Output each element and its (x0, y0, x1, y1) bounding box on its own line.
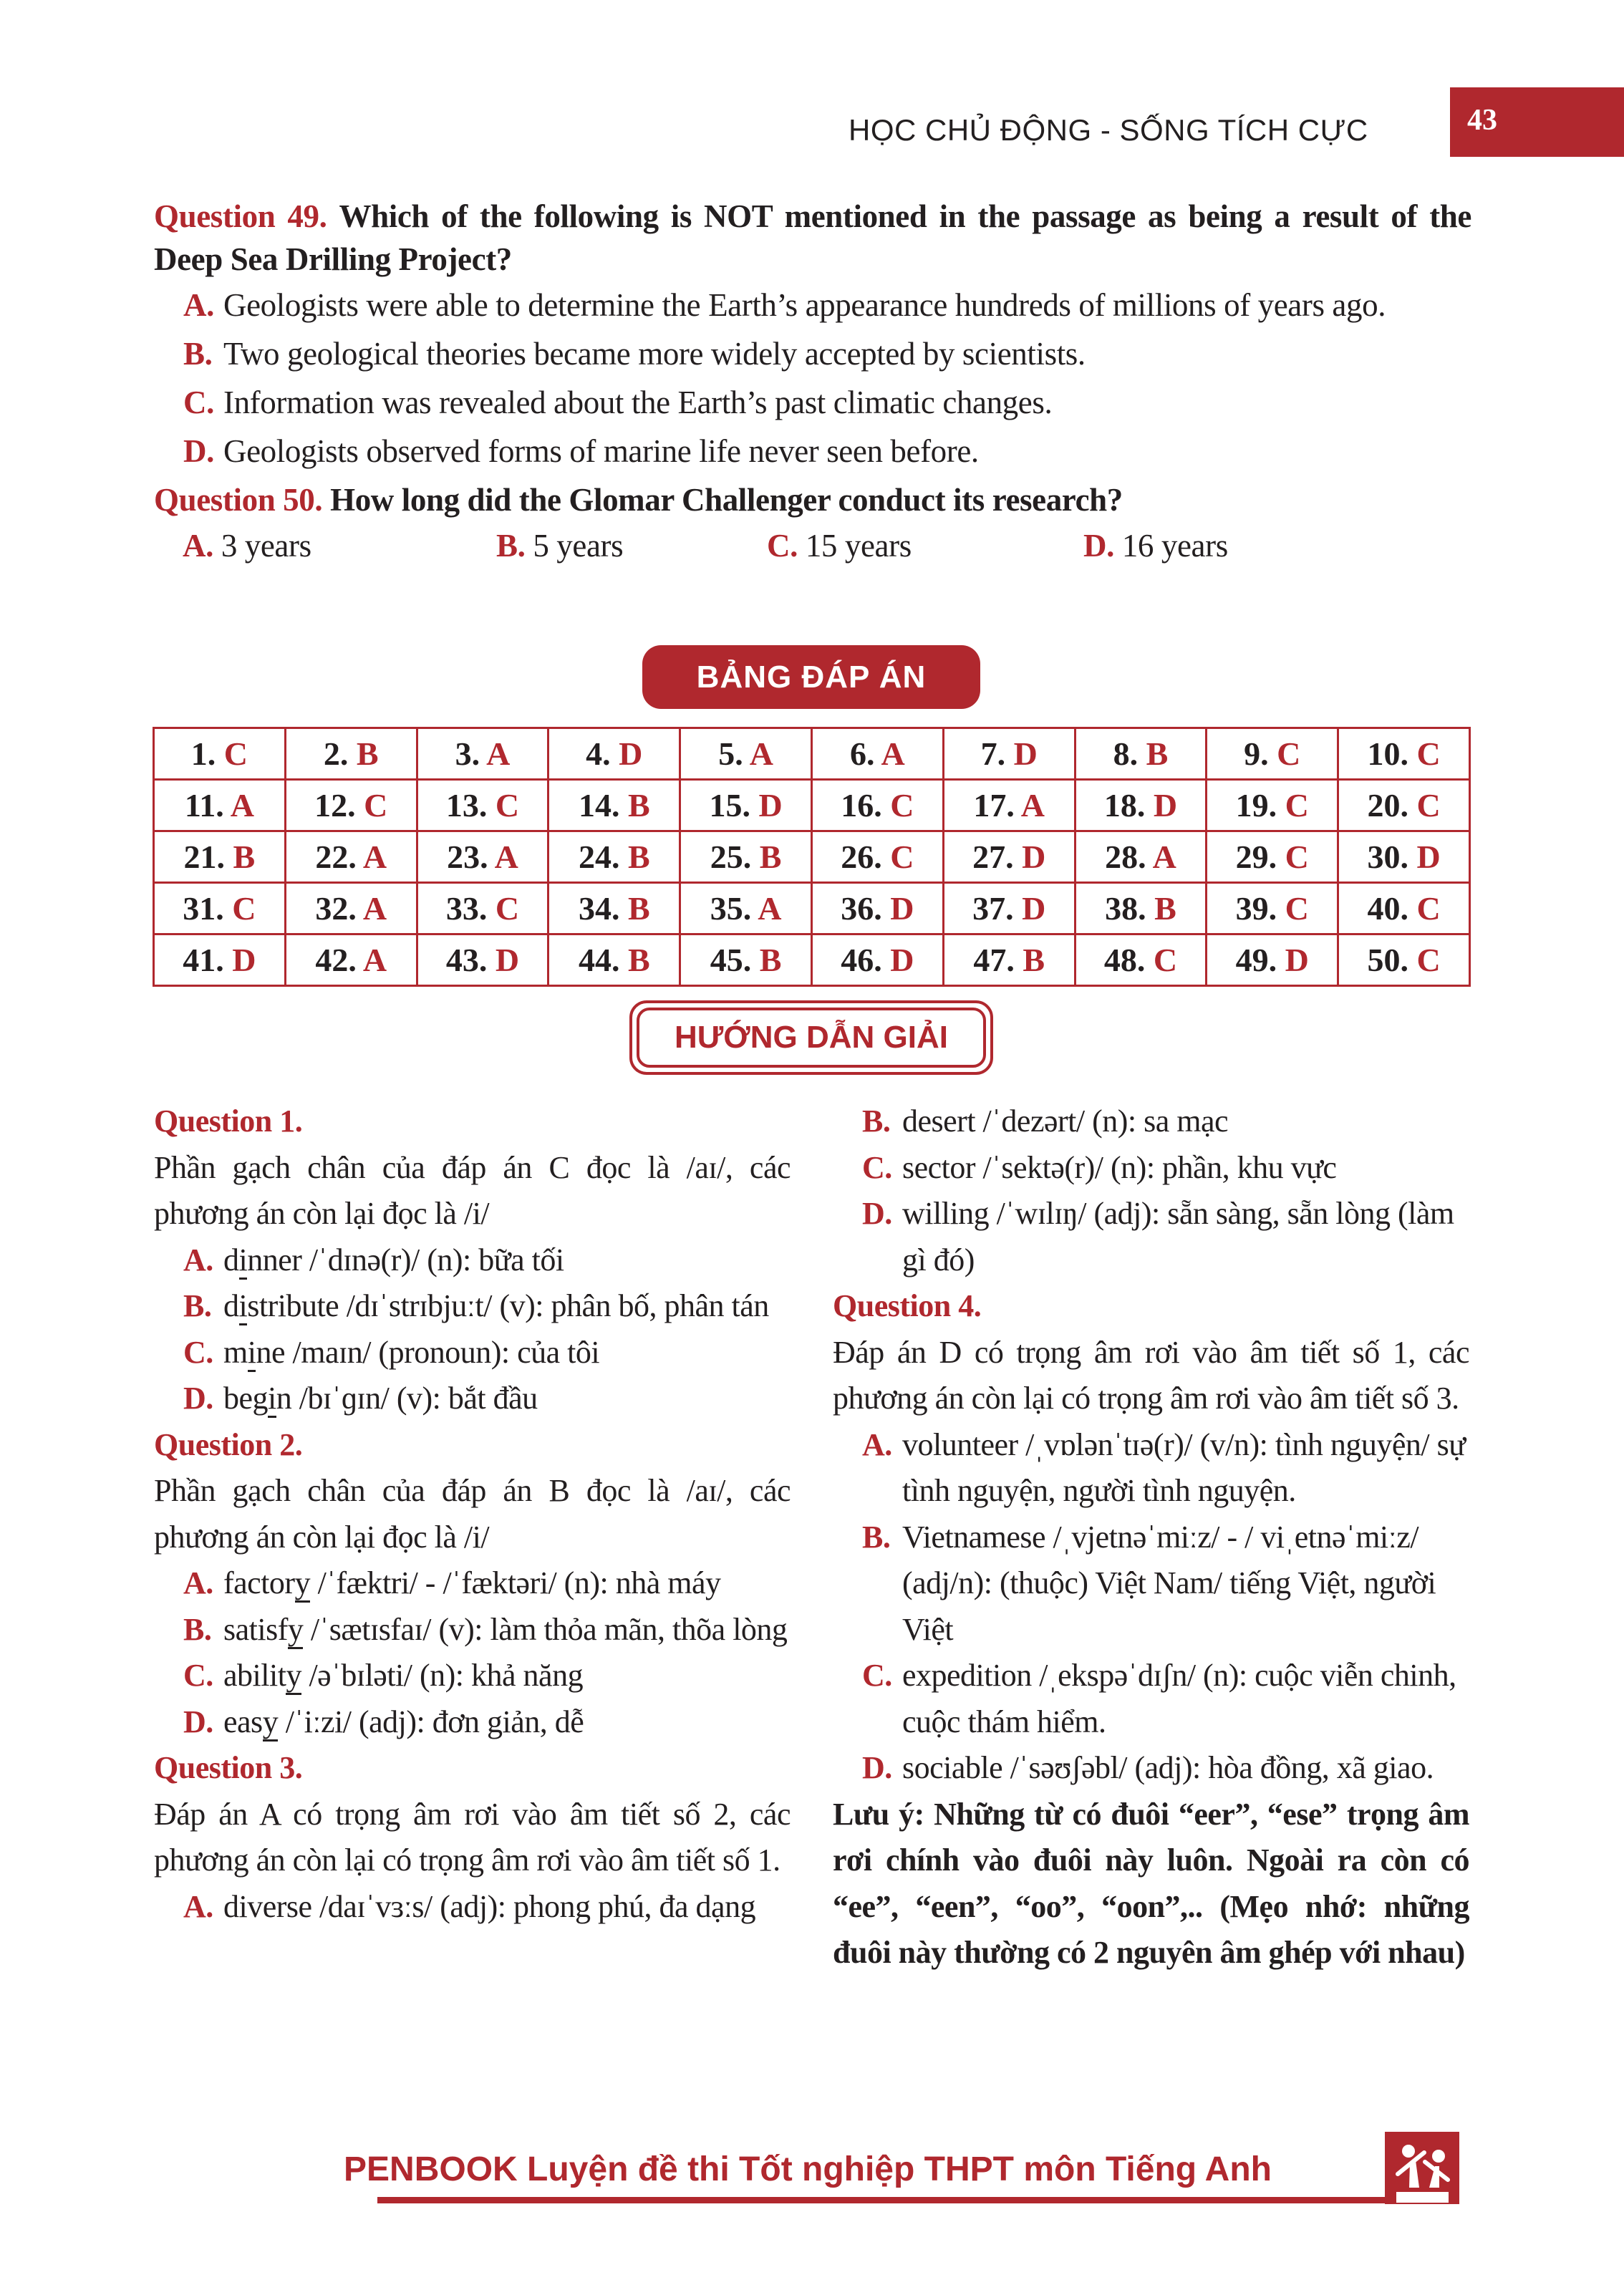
q50-option-d (1083, 524, 1228, 567)
answer-cell (417, 831, 548, 883)
answer-letter: D (495, 942, 520, 978)
answer-number: 24. (578, 839, 628, 875)
option-label: D. (862, 1750, 892, 1785)
right-column (833, 1098, 1469, 1976)
underlined-letter: i (248, 1335, 256, 1372)
answer-cell (417, 883, 548, 934)
underlined-letter: i (239, 1242, 248, 1280)
answer-cell (943, 831, 1075, 883)
answer-cell (1338, 780, 1470, 831)
footer-divider (377, 2197, 1408, 2203)
answer-letter: C (1153, 942, 1178, 978)
option-label: B. (183, 1611, 212, 1647)
q4-option-d (833, 1745, 1469, 1792)
answer-number: 23. (447, 839, 495, 875)
answer-number: 13. (445, 787, 496, 823)
q3-option-a (154, 1884, 791, 1931)
answer-number: 39. (1235, 890, 1285, 927)
answer-cell (285, 831, 417, 883)
answer-number: 42. (315, 942, 363, 978)
answer-number: 9. (1244, 735, 1277, 772)
option-label: A. (183, 1888, 213, 1924)
word-suffix: nner (247, 1242, 302, 1277)
answer-letter: D (232, 942, 256, 978)
answer-number: 17. (973, 787, 1021, 823)
answer-cell (548, 934, 680, 986)
question-49-text: Which of the following is NOT mentioned in the passage as being a result of the Deep Sea Drilling Project? (154, 198, 1471, 277)
answer-letter: B (1146, 735, 1169, 772)
q1-option-d (154, 1376, 791, 1422)
answer-table (153, 727, 1471, 987)
guide-heading: HƯỚNG DẪN GIẢI (637, 1008, 986, 1068)
underlined-letter: y (263, 1704, 279, 1742)
option-label: C. (862, 1658, 892, 1693)
option-text: Information was revealed about the Earth’s past climatic changes. (223, 385, 1053, 420)
answer-cell (285, 728, 417, 780)
answer-number: 45. (710, 942, 760, 978)
answer-cell (154, 780, 286, 831)
option-text: /ˈsætɪsfaɪ/ (v): làm thỏa mãn, thõa lòng (303, 1611, 788, 1647)
answer-number: 15. (709, 787, 759, 823)
answer-letter: C (1416, 735, 1441, 772)
option-label: C. (183, 385, 214, 420)
q3-option-b (833, 1098, 1469, 1145)
answer-number: 18. (1103, 787, 1154, 823)
answer-letter: A (1152, 839, 1176, 875)
option-label: A. (862, 1426, 892, 1462)
word-suffix: stribute (247, 1288, 339, 1323)
penbook-logo-icon (1385, 2132, 1459, 2204)
answer-number: 19. (1235, 787, 1285, 823)
answer-number: 32. (315, 890, 363, 927)
answer-letter: D (1153, 787, 1178, 823)
page-number-box (1450, 87, 1624, 157)
answer-number: 37. (972, 890, 1023, 927)
answer-letter: C (890, 839, 914, 875)
option-label: B. (183, 336, 213, 372)
answer-letter: C (1416, 890, 1441, 927)
answer-number: 43. (445, 942, 496, 978)
answer-number: 29. (1235, 839, 1285, 875)
answer-number: 8. (1113, 735, 1146, 772)
answer-number: 44. (578, 942, 628, 978)
answer-cell (1207, 883, 1338, 934)
answer-number: 6. (850, 735, 881, 772)
answer-letter: A (758, 890, 782, 927)
left-column (154, 1098, 791, 1930)
answer-letter: B (1154, 890, 1176, 927)
q2-option-d (154, 1699, 791, 1746)
answer-letter: B (1023, 942, 1045, 978)
answer-letter: C (1285, 890, 1309, 927)
answer-number: 27. (972, 839, 1023, 875)
word-prefix: d (223, 1288, 239, 1323)
answer-cell (285, 934, 417, 986)
q4-option-a (833, 1422, 1469, 1515)
word-prefix: d (223, 1242, 239, 1277)
answer-number: 4. (586, 735, 619, 772)
page-number: 43 (1467, 104, 1497, 137)
q3-option-c (833, 1145, 1469, 1192)
answer-cell (1207, 831, 1338, 883)
option-label: D. (183, 1381, 213, 1416)
word-prefix: abilit (223, 1658, 286, 1693)
answer-row (154, 831, 1470, 883)
answer-cell (680, 728, 812, 780)
answer-number: 36. (841, 890, 891, 927)
question-49-title: Question 49. (154, 198, 327, 234)
answer-cell (680, 934, 812, 986)
answer-letter: B (759, 839, 782, 875)
question-3-explanation: Đáp án A có trọng âm rơi vào âm tiết số 2, các phương án còn lại có trọng âm rơi vào âm tiết số 1. (154, 1796, 791, 1878)
answer-number: 7. (980, 735, 1014, 772)
answer-number: 1. (190, 735, 224, 772)
word-prefix: satisf (223, 1611, 288, 1647)
option-label: C. (862, 1149, 892, 1185)
answer-number: 3. (455, 735, 487, 772)
answer-row (154, 883, 1470, 934)
q49-option-c (154, 381, 1471, 424)
answer-letter: B (627, 787, 650, 823)
answer-cell (154, 934, 286, 986)
question-50-text: How long did the Glomar Challenger conduct its research? (330, 482, 1123, 518)
q2-option-c (154, 1653, 791, 1699)
answer-number: 22. (315, 839, 363, 875)
option-label: A. (183, 287, 214, 323)
option-text: 3 years (221, 528, 311, 564)
answer-cell (1207, 728, 1338, 780)
answer-number: 12. (314, 787, 364, 823)
option-text: /ˈfæktri/ - /ˈfæktəri/ (n): nhà máy (310, 1565, 721, 1600)
answer-number: 16. (841, 787, 891, 823)
answer-cell (1075, 780, 1207, 831)
answer-letter: C (1285, 787, 1309, 823)
answer-letter: A (362, 942, 387, 978)
answer-cell (285, 780, 417, 831)
option-text: /dɪˈstrɪbjuːt/ (v): phân bố, phân tán (339, 1288, 769, 1323)
q1-option-c (154, 1330, 791, 1376)
answer-number: 33. (445, 890, 496, 927)
underlined-letter: i (239, 1288, 248, 1325)
q1-option-b (154, 1283, 791, 1330)
option-text: Two geological theories became more widely accepted by scientists. (223, 336, 1086, 372)
option-label: C. (183, 1334, 213, 1370)
answer-cell (943, 780, 1075, 831)
answer-letter: A (494, 839, 518, 875)
answer-number: 5. (718, 735, 750, 772)
answer-cell (811, 780, 943, 831)
question-1-title: Question 1. (154, 1103, 303, 1139)
question-3-title: Question 3. (154, 1750, 303, 1785)
note: Lưu ý: Những từ có đuôi “eer”, “ese” trọng âm rơi chính vào đuôi này luôn. Ngoài ra còn có “ee”, “een”, “oo”, “oon”,.. (Mẹo nhớ: những đuôi này thường có 2 nguyên âm ghép với nhau) (833, 1796, 1469, 1970)
answer-letter: A (881, 735, 905, 772)
answer-cell (154, 728, 286, 780)
answer-number: 38. (1105, 890, 1155, 927)
option-text: /əˈbɪləti/ (n): khả năng (301, 1658, 584, 1693)
option-label: D. (1083, 528, 1114, 564)
answer-cell (811, 883, 943, 934)
word-prefix: beg (223, 1381, 269, 1416)
question-1-explanation: Phần gạch chân của đáp án C đọc là /aɪ/, các phương án còn lại đọc là /i/ (154, 1149, 791, 1231)
answer-cell (1338, 831, 1470, 883)
answer-table-heading: BẢNG ĐÁP ÁN (642, 645, 980, 709)
underlined-letter: i (268, 1381, 276, 1418)
answer-letter: B (233, 839, 256, 875)
option-text: expedition /ˌekspəˈdɪʃn/ (n): cuộc viễn chinh, cuộc thám hiểm. (902, 1658, 1456, 1739)
questions-49-50 (154, 195, 1471, 570)
option-label: A. (183, 1242, 213, 1277)
answer-cell (943, 934, 1075, 986)
answer-number: 50. (1367, 942, 1417, 978)
answer-number: 40. (1367, 890, 1417, 927)
answer-number: 48. (1103, 942, 1154, 978)
option-label: B. (862, 1519, 891, 1555)
q2-option-a (154, 1560, 791, 1607)
answer-cell (1207, 934, 1338, 986)
answer-letter: D (619, 735, 643, 772)
option-text: 15 years (805, 528, 912, 564)
answer-letter: C (232, 890, 256, 927)
option-text: 16 years (1121, 528, 1228, 564)
answer-letter: C (1285, 839, 1309, 875)
answer-cell (1075, 883, 1207, 934)
answer-number: 35. (710, 890, 758, 927)
answer-letter: D (1022, 890, 1046, 927)
answer-letter: D (890, 942, 914, 978)
option-text: /ˈdɪnə(r)/ (n): bữa tối (301, 1242, 564, 1277)
q50-option-a (183, 524, 311, 567)
answer-number: 14. (578, 787, 628, 823)
option-text: Vietnamese /ˌvjetnəˈmiːz/ - / viˌetnəˈmiːz/ (adj/n): (thuộc) Việt Nam/ tiếng Việt, người Việt (902, 1519, 1436, 1647)
question-4-title: Question 4. (833, 1288, 982, 1323)
footer-title: PENBOOK Luyện đề thi Tốt nghiệp THPT môn Tiếng Anh (344, 2150, 1272, 2188)
running-header: HỌC CHỦ ĐỘNG - SỐNG TÍCH CỰC (849, 113, 1368, 147)
answer-number: 20. (1367, 787, 1417, 823)
option-label: D. (183, 433, 214, 469)
q2-option-b (154, 1607, 791, 1653)
answer-cell (548, 780, 680, 831)
answer-letter: B (759, 942, 782, 978)
question-49 (154, 195, 1471, 281)
q50-options (154, 521, 1471, 570)
answer-number: 30. (1367, 839, 1417, 875)
word-prefix: eas (223, 1704, 263, 1739)
guide-heading-box (629, 1000, 993, 1075)
question-4-explanation: Đáp án D có trọng âm rơi vào âm tiết số 1, các phương án còn lại có trọng âm rơi vào âm tiết số 3. (833, 1334, 1469, 1416)
answer-letter: D (758, 787, 783, 823)
answer-cell (1338, 728, 1470, 780)
option-text: diverse /daɪˈvɜːs/ (adj): phong phú, đa dạng (223, 1888, 756, 1924)
q49-option-b (154, 332, 1471, 375)
answer-letter: A (362, 890, 387, 927)
answer-letter: A (486, 735, 511, 772)
answer-row (154, 780, 1470, 831)
option-text: 5 years (533, 528, 624, 564)
q4-option-b (833, 1515, 1469, 1653)
option-text: desert /ˈdezərt/ (n): sa mạc (902, 1103, 1229, 1139)
answer-cell (811, 831, 943, 883)
q49-option-d (154, 430, 1471, 473)
option-text: sector /ˈsektə(r)/ (n): phần, khu vực (902, 1149, 1337, 1185)
answer-cell (1338, 883, 1470, 934)
answer-cell (154, 831, 286, 883)
answer-letter: C (223, 735, 248, 772)
underlined-letter: y (286, 1658, 301, 1695)
option-label: D. (183, 1704, 213, 1739)
underlined-letter: y (288, 1612, 304, 1649)
answer-letter: B (627, 890, 650, 927)
answer-number: 25. (710, 839, 760, 875)
option-text: Geologists observed forms of marine life never seen before. (223, 433, 979, 469)
answer-number: 41. (183, 942, 233, 978)
answer-cell (1075, 831, 1207, 883)
answer-letter: C (890, 787, 914, 823)
answer-row (154, 934, 1470, 986)
answer-cell (680, 883, 812, 934)
answer-cell (548, 831, 680, 883)
question-2-title: Question 2. (154, 1426, 303, 1462)
q1-option-a (154, 1237, 791, 1284)
answer-number: 21. (183, 839, 233, 875)
option-label: B. (496, 528, 526, 564)
q49-option-a (154, 284, 1471, 327)
answer-number: 10. (1367, 735, 1417, 772)
option-text: volunteer /ˌvɒlənˈtɪə(r)/ (v/n): tình nguyện/ sự tình nguyện, người tình nguyện. (902, 1426, 1466, 1508)
word-suffix: n (276, 1381, 292, 1416)
answer-cell (943, 728, 1075, 780)
option-label: C. (183, 1658, 213, 1693)
underlined-letter: y (295, 1565, 311, 1603)
word-prefix: m (223, 1334, 248, 1370)
answer-number: 11. (184, 787, 231, 823)
question-50-title: Question 50. (154, 482, 323, 518)
answer-letter: A (749, 735, 773, 772)
answer-letter: C (1277, 735, 1301, 772)
option-label: A. (183, 1565, 213, 1600)
option-text: willing /ˈwɪlɪŋ/ (adj): sẵn sàng, sẵn lòng (làm gì đó) (902, 1196, 1454, 1277)
question-2-explanation: Phần gạch chân của đáp án B đọc là /aɪ/, các phương án còn lại đọc là /i/ (154, 1473, 791, 1555)
answer-letter: D (1022, 839, 1046, 875)
answer-number: 46. (841, 942, 891, 978)
option-label: A. (183, 528, 213, 564)
answer-number: 34. (578, 890, 628, 927)
answer-letter: C (1416, 942, 1441, 978)
option-text: sociable /ˈsəʊʃəbl/ (adj): hòa đồng, xã giao. (902, 1750, 1434, 1785)
answer-number: 26. (841, 839, 891, 875)
answer-letter: C (364, 787, 388, 823)
answer-cell (1338, 934, 1470, 986)
answer-cell (417, 780, 548, 831)
answer-cell (1075, 728, 1207, 780)
answer-cell (680, 780, 812, 831)
option-label: D. (862, 1196, 892, 1231)
option-label: B. (862, 1103, 891, 1139)
answer-cell (417, 728, 548, 780)
answer-cell (154, 883, 286, 934)
answer-cell (811, 728, 943, 780)
answer-cell (943, 883, 1075, 934)
question-50 (154, 478, 1471, 521)
answer-cell (680, 831, 812, 883)
q50-option-c (767, 524, 912, 567)
word-suffix: ne (256, 1334, 285, 1370)
answer-letter: D (1013, 735, 1038, 772)
option-text: /bɪˈɡɪn/ (v): bắt đầu (291, 1381, 538, 1416)
q50-option-b (496, 524, 623, 567)
option-text: /maɪn/ (pronoun): của tôi (285, 1334, 600, 1370)
answer-number: 31. (183, 890, 233, 927)
option-text: /ˈiːzi/ (adj): đơn giản, dễ (278, 1704, 584, 1739)
answer-letter: B (627, 839, 650, 875)
answer-letter: B (627, 942, 650, 978)
answer-cell (548, 883, 680, 934)
word-prefix: factor (223, 1565, 295, 1600)
option-label: C. (767, 528, 798, 564)
answer-letter: A (230, 787, 254, 823)
answer-cell (417, 934, 548, 986)
answer-cell (285, 883, 417, 934)
answer-number: 47. (973, 942, 1023, 978)
answer-cell (1207, 780, 1338, 831)
option-label: B. (183, 1288, 212, 1323)
answer-letter: D (1285, 942, 1309, 978)
answer-letter: C (495, 890, 520, 927)
answer-letter: C (495, 787, 520, 823)
q3-option-d (833, 1191, 1469, 1283)
answer-letter: D (890, 890, 914, 927)
answer-letter: D (1416, 839, 1441, 875)
answer-number: 28. (1105, 839, 1153, 875)
answer-row (154, 728, 1470, 780)
answer-letter: B (356, 735, 379, 772)
answer-letter: A (362, 839, 387, 875)
answer-number: 49. (1235, 942, 1285, 978)
answer-cell (1075, 934, 1207, 986)
option-text: Geologists were able to determine the Earth’s appearance hundreds of millions of years ago. (223, 287, 1386, 323)
answer-letter: A (1020, 787, 1045, 823)
answer-cell (548, 728, 680, 780)
answer-cell (811, 934, 943, 986)
q4-option-c (833, 1653, 1469, 1745)
answer-letter: C (1416, 787, 1441, 823)
answer-number: 2. (323, 735, 357, 772)
